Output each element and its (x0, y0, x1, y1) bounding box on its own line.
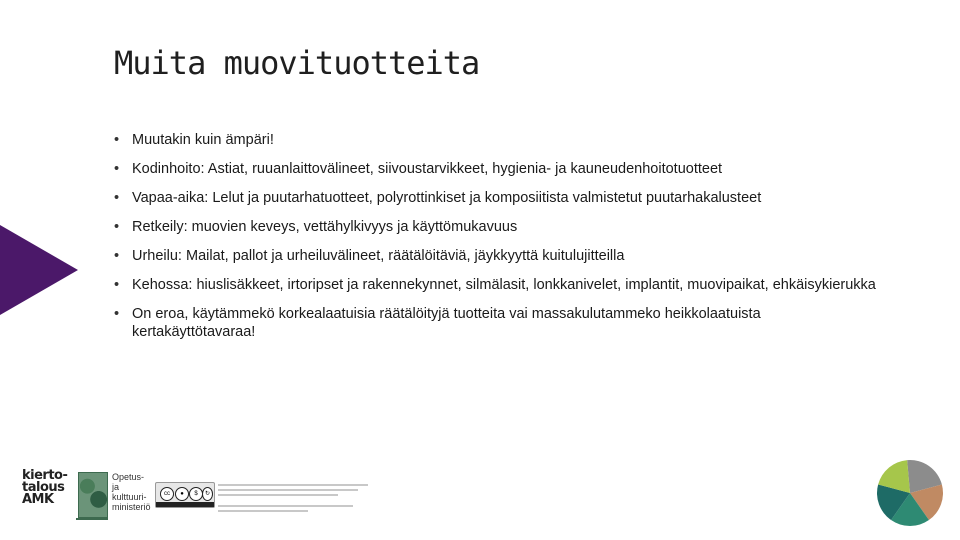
bullet-item (114, 218, 884, 236)
ministry-emblem-icon (78, 472, 108, 518)
nc-icon: $ (189, 487, 203, 501)
bullet-item (114, 160, 884, 178)
kiertotalous-logo: kierto-talous AMK (22, 468, 68, 507)
bullet-text: Retkeily: muovien keveys, vettähylkivyys ja käyttömukavuus (132, 219, 518, 235)
bullet-item (114, 276, 884, 294)
decorative-triangle-icon (0, 225, 80, 315)
bullet-text: On eroa, käytämmekö korkealaatuisia räätälöityjä tuotteita vai massakulutammeko heikkolaatuista kertakäyttötavaraa! (132, 306, 761, 340)
creative-commons-icon (155, 482, 215, 508)
slide-title: Muita muovituotteita (114, 44, 480, 82)
sa-icon: ↻ (202, 487, 213, 501)
cc-badge-bar (156, 502, 214, 507)
bullet-dot-icon: • (114, 190, 120, 206)
bullet-text: Kodinhoito: Astiat, ruuanlaittovälineet, siivoustarvikkeet, hygienia- ja kauneudenhoitotuotteet (132, 161, 723, 177)
bullet-dot-icon: • (114, 219, 120, 235)
cc-icon: cc (160, 487, 174, 501)
bullet-item (114, 247, 884, 265)
bullet-dot-icon: • (114, 306, 120, 322)
bullet-item (114, 131, 884, 149)
bullet-list (114, 131, 884, 352)
bullet-dot-icon: • (114, 248, 120, 264)
decorative-pie-icon (876, 459, 944, 527)
bullet-item (114, 189, 884, 207)
ministry-logo-text: Opetus- ja kulttuuri- ministeriö (112, 472, 151, 512)
bullet-dot-icon: • (114, 161, 120, 177)
bullet-text: Muutakin kuin ämpäri! (132, 132, 274, 148)
bullet-text: Vapaa-aika: Lelut ja puutarhatuotteet, polyrottinkiset ja komposiitista valmistetut puutarhakalusteet (132, 190, 762, 206)
bullet-text: Kehossa: hiuslisäkkeet, irtoripset ja rakennekynnet, silmälasit, lonkkanivelet, implantit, muovipaikat, ehkäisykierukka (132, 277, 876, 293)
bullet-text: Urheilu: Mailat, pallot ja urheiluvälineet, räätälöitäviä, jäykkyyttä kuitulujitteilla (132, 248, 625, 264)
bullet-item (114, 305, 884, 341)
bullet-dot-icon: • (114, 277, 120, 293)
ministry-underline (76, 518, 108, 520)
by-icon: ● (175, 487, 189, 501)
bullet-dot-icon: • (114, 132, 120, 148)
license-fine-print (218, 484, 368, 515)
